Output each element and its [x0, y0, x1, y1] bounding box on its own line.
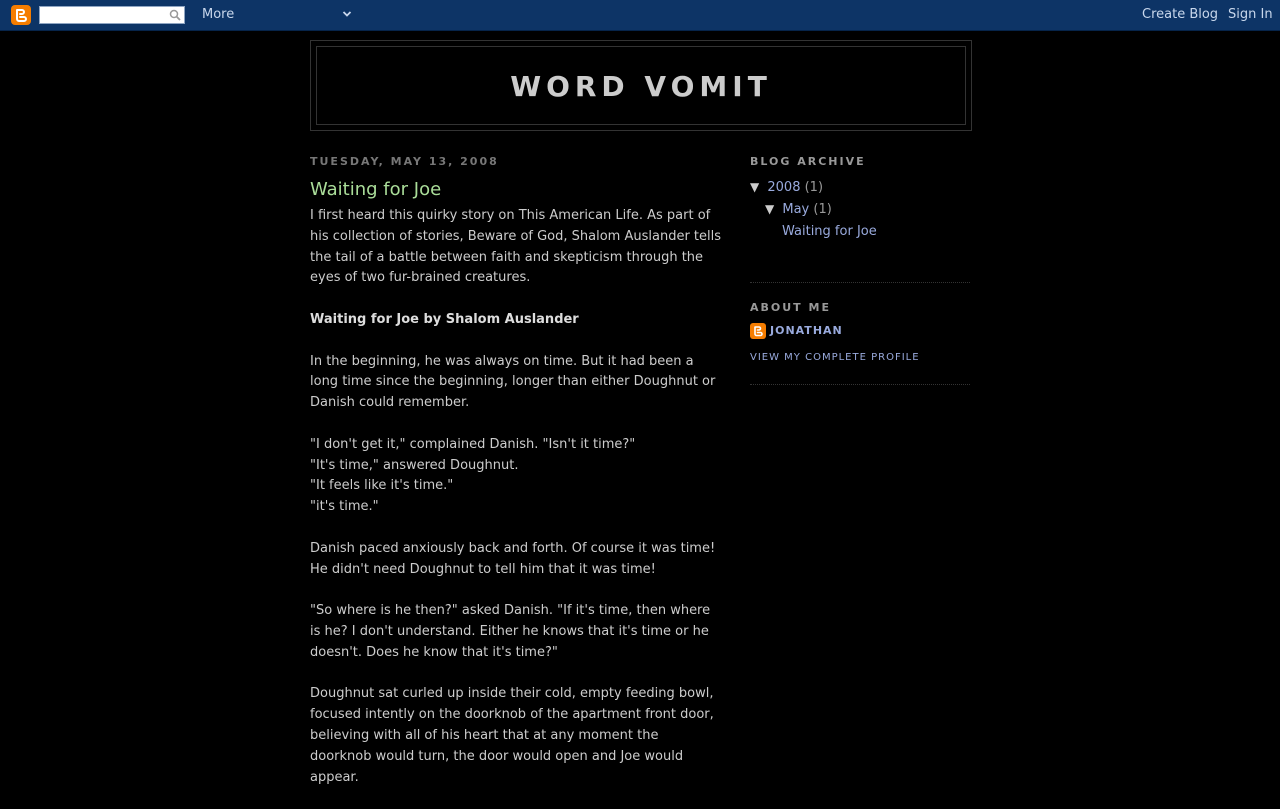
- archive-heading: BLOG ARCHIVE: [750, 155, 866, 168]
- archive-post-row: [750, 220, 970, 244]
- archive-year-toggle-icon[interactable]: ▼: [750, 180, 760, 194]
- blogger-navbar: [0, 0, 1280, 31]
- blog-title[interactable]: WORD VOMIT: [510, 70, 772, 103]
- main-column: [310, 154, 722, 809]
- sidebar: [750, 154, 970, 385]
- view-profile-link[interactable]: VIEW MY COMPLETE PROFILE: [750, 352, 920, 363]
- archive-year-count: (1): [804, 180, 824, 195]
- search-input[interactable]: [42, 8, 162, 22]
- profile-row: [750, 322, 970, 342]
- archive-year-row: [750, 176, 970, 198]
- blogger-logo-icon[interactable]: [11, 5, 31, 25]
- sidebar-divider: [750, 384, 970, 385]
- archive-month-row: [750, 198, 970, 220]
- blogger-profile-icon: [750, 323, 766, 339]
- dialog-line: "I don't get it," complained Danish. "Isn't it time?": [310, 436, 636, 452]
- chevron-down-icon[interactable]: [342, 9, 352, 19]
- dialog-line: "it's time.": [310, 499, 379, 515]
- profile-name-link[interactable]: JONATHAN: [770, 324, 843, 337]
- about-heading: ABOUT ME: [750, 301, 831, 314]
- post-date: TUESDAY, MAY 13, 2008: [310, 155, 499, 168]
- post-body: [310, 206, 722, 788]
- dialog-line: "It's time," answered Doughnut.: [310, 457, 519, 473]
- post-paragraph: "So where is he then?" asked Danish. "If it's time, then where is he? I don't understand. Either he knows that it's time or he doesn't. Does he know that it's time?": [310, 603, 711, 660]
- sidebar-divider: [750, 282, 970, 283]
- dialog-block: [310, 435, 722, 518]
- dialog-line: "It feels like it's time.": [310, 478, 454, 494]
- post-paragraph: Doughnut sat curled up inside their cold, empty feeding bowl, focused intently on the doorknob of the apartment front door, believing with all of his heart that at any moment the doorknob would turn, the door would open and Joe would appear.: [310, 686, 714, 785]
- create-blog-link[interactable]: Create Blog: [1142, 7, 1219, 22]
- archive-post-link[interactable]: Waiting for Joe: [782, 224, 877, 239]
- post-title: Waiting for Joe: [310, 179, 442, 200]
- blog-header: [310, 40, 972, 131]
- more-dropdown[interactable]: More: [202, 7, 235, 22]
- story-title: Waiting for Joe by Shalom Auslander: [310, 311, 579, 327]
- blog-archive: [750, 176, 970, 244]
- post-paragraph: Danish paced anxiously back and forth. Of course it was time! He didn't need Doughnut to tell him that it was time!: [310, 540, 716, 577]
- post-paragraph: In the beginning, he was always on time. But it had been a long time since the beginning, longer than either Doughnut or Danish could remember.: [310, 353, 716, 411]
- search-box: [39, 6, 185, 24]
- archive-month-toggle-icon[interactable]: ▼: [765, 202, 775, 216]
- archive-month-link[interactable]: May: [782, 202, 810, 217]
- post-intro: I first heard this quirky story on This American Life. As part of his collection of stories, Beware of God, Shalom Auslander tells the tail of a battle between faith and skepticism through the eyes of two fur-brained creatures.: [310, 208, 722, 286]
- archive-month-count: (1): [813, 202, 832, 217]
- archive-year-link[interactable]: 2008: [767, 180, 801, 195]
- blog-header-inner: [316, 46, 966, 125]
- sign-in-link[interactable]: Sign In: [1228, 7, 1273, 22]
- search-icon[interactable]: [169, 9, 181, 21]
